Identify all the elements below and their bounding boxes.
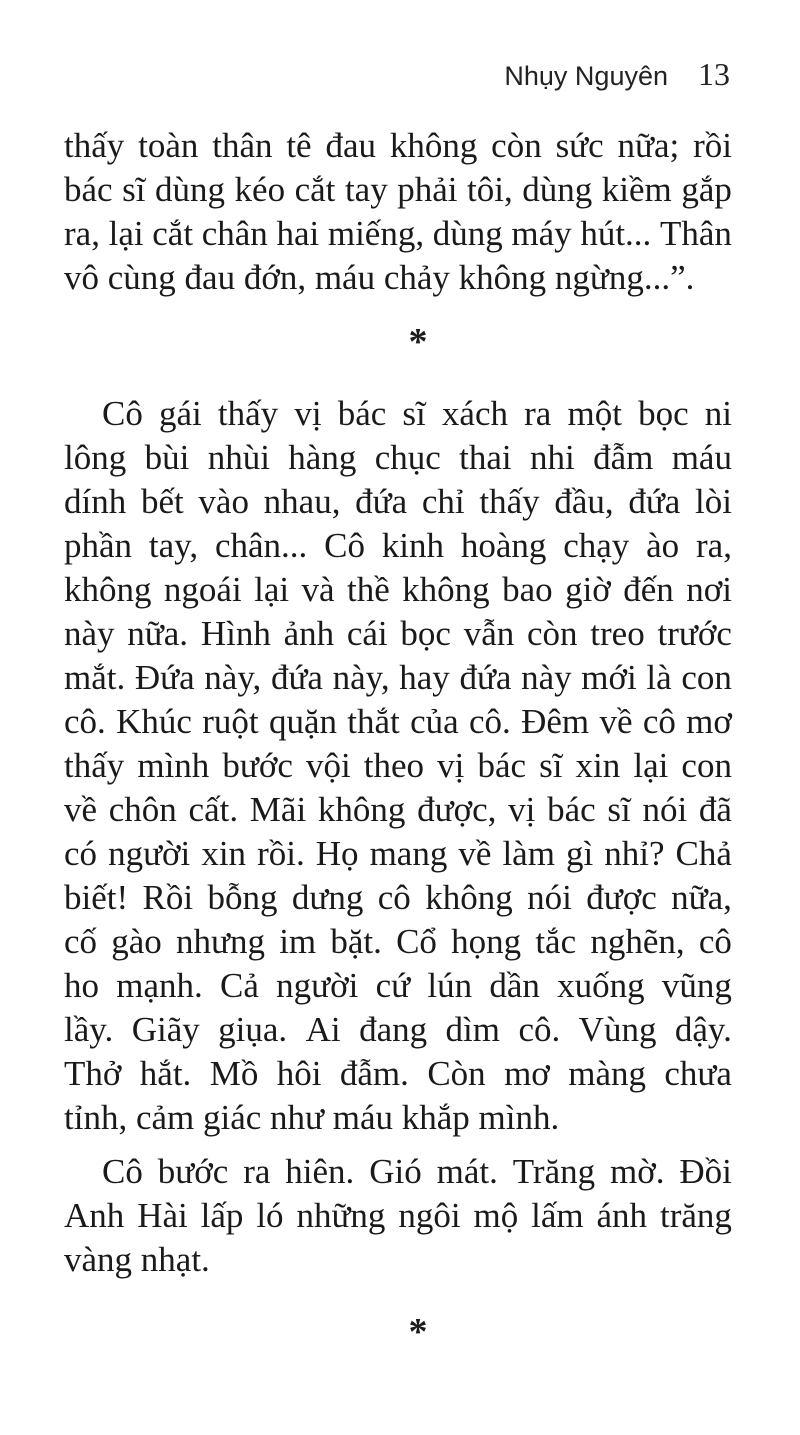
- text-line: có người xin rồi. Họ mang về làm gì nhỉ? Chả: [64, 834, 732, 873]
- text-line: biết! Rồi bỗng dưng cô không nói được nữa,: [64, 878, 732, 917]
- text-line: vàng nhạt.: [64, 1240, 210, 1279]
- text-line: Anh Hài lấp ló những ngôi mộ lấm ánh trăng: [64, 1196, 732, 1235]
- text-line: mắt. Đứa này, đứa này, hay đứa này mới là con: [64, 658, 732, 697]
- section-separator: *: [408, 321, 428, 363]
- text-line: Cô gái thấy vị bác sĩ xách ra một bọc ni: [102, 394, 732, 433]
- paragraph-2: [64, 392, 732, 1140]
- text-line: cố gào nhưng im bặt. Cổ họng tắc nghẽn, cô: [64, 922, 732, 961]
- text-line: Thở hắt. Mồ hôi đẫm. Còn mơ màng chưa: [64, 1054, 732, 1093]
- text-line: ra, lại cắt chân hai miếng, dùng máy hút... Thân: [64, 214, 732, 253]
- section-separator: *: [408, 1311, 428, 1353]
- text-line: vô cùng đau đớn, máu chảy không ngừng...”.: [64, 258, 695, 297]
- text-line: Cô bước ra hiên. Gió mát. Trăng mờ. Đồi: [102, 1152, 732, 1191]
- running-header: [504, 56, 730, 93]
- text-line: dính bết vào nhau, đứa chỉ thấy đầu, đứa lòi: [64, 482, 732, 521]
- header-author: Nhụy Nguyên: [504, 61, 668, 91]
- text-line: thấy mình bước vội theo vị bác sĩ xin lại con: [64, 746, 732, 785]
- body-text: [64, 124, 732, 1354]
- text-line: cô. Khúc ruột quặn thắt của cô. Đêm về cô mơ: [64, 702, 732, 741]
- paragraph-1: [64, 124, 732, 300]
- text-line: về chôn cất. Mãi không được, vị bác sĩ nói đã: [64, 790, 732, 829]
- text-line: lầy. Giãy giụa. Ai đang dìm cô. Vùng dậy.: [64, 1010, 732, 1049]
- text-line: lông bùi nhùi hàng chục thai nhi đẫm máu: [64, 438, 732, 477]
- text-line: thấy toàn thân tê đau không còn sức nữa; rồi: [64, 126, 732, 165]
- paragraph-3: [64, 1150, 732, 1282]
- text-line: ho mạnh. Cả người cứ lún dần xuống vũng: [64, 966, 732, 1005]
- page-number: 13: [698, 56, 730, 92]
- text-line: không ngoái lại và thề không bao giờ đến nơi: [64, 570, 732, 609]
- text-line: tỉnh, cảm giác như máu khắp mình.: [64, 1098, 560, 1137]
- text-line: phần tay, chân... Cô kinh hoàng chạy ào ra,: [64, 526, 732, 565]
- text-line: bác sĩ dùng kéo cắt tay phải tôi, dùng kiềm gắp: [64, 170, 732, 209]
- text-line: này nữa. Hình ảnh cái bọc vẫn còn treo trước: [64, 614, 732, 653]
